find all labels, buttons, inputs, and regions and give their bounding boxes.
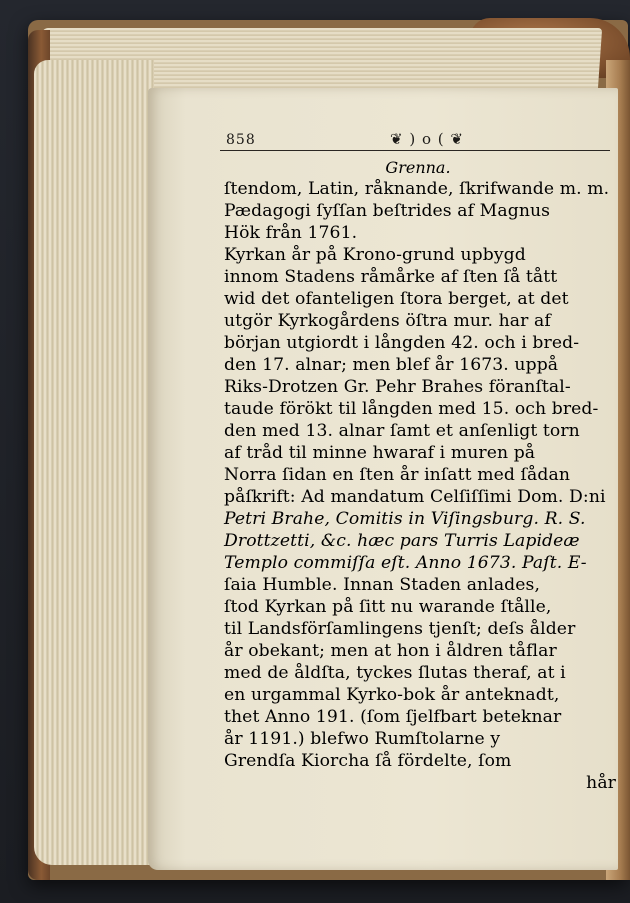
text-line: den 17. alnar; men blef år 1673. uppå: [224, 355, 559, 375]
text-line: Drottzetti, &c. hæc pars Turris Lapideæ: [224, 531, 580, 551]
text-line: innom Stadens råmårke af ſten ſå tått: [224, 267, 558, 287]
text-line: år 1191.) blefwo Rumſtolarne y: [224, 729, 501, 749]
text-line: ſtendom, Latin, råknande, ſkrifwande m. m.: [224, 179, 610, 199]
text-line: år obekant; men at hon i åldren tåflar: [224, 641, 557, 661]
text-line: Pædagogi ſyſſan beſtrides af Magnus: [224, 201, 551, 221]
body-text: [224, 178, 624, 794]
text-line: påſkrift: Ad mandatum Celſiſſimi Dom. D:ni: [224, 487, 606, 507]
text-line: Norra ſidan en ſten år inſatt med ſådan: [224, 465, 570, 485]
text-line: med de åldſta, tyckes ſlutas theraf, at i: [224, 663, 566, 683]
text-line: ſaia Humble. Innan Staden anlades,: [224, 575, 541, 595]
text-line: början utgiordt i långden 42. och i bred-: [224, 333, 580, 353]
page-text-block: [220, 128, 616, 150]
text-line: thet Anno 191. (ſom ſjelfbart beteknar: [224, 707, 562, 727]
text-line: Grendſa Kiorcha ſå fördelte, ſom: [224, 751, 512, 771]
text-line: Kyrkan år på Krono-grund upbygd: [224, 245, 526, 265]
text-line: Templo commiſſa eſt. Anno 1673. Paſt. E-: [224, 553, 587, 573]
text-line: den med 13. alnar ſamt et anſenligt torn: [224, 421, 580, 441]
text-line: til Landsförſamlingens tjenſt; deſs ålder: [224, 619, 576, 639]
text-line: taude förökt til långden med 15. och bred-: [224, 399, 599, 419]
text-line: Petri Brahe, Comitis in Viſingsburg. R. S.: [224, 509, 586, 529]
text-line: en urgammal Kyrko-bok år anteknadt,: [224, 685, 560, 705]
header-rule: [220, 150, 610, 151]
text-line: Riks-Drotzen Gr. Pehr Brahes föranſtal-: [224, 377, 571, 397]
text-line: af tråd til minne hwaraf i muren på: [224, 443, 536, 463]
page-edges-left: [34, 60, 154, 865]
text-line: ſtod Kyrkan på ſitt nu warande ſtålle,: [224, 597, 552, 617]
page-number: 858: [226, 132, 256, 148]
text-line: wid det ofanteligen ſtora berget, at det: [224, 289, 569, 309]
page-header: [220, 128, 616, 150]
section-title: Grenna.: [385, 158, 451, 177]
catchword: hår: [586, 773, 616, 793]
text-line: utgör Kyrkogårdens öſtra mur. har af: [224, 311, 551, 331]
running-head-ornament: ❦ ) o ( ❦: [390, 130, 464, 148]
text-line: Hök från 1761.: [224, 223, 358, 243]
